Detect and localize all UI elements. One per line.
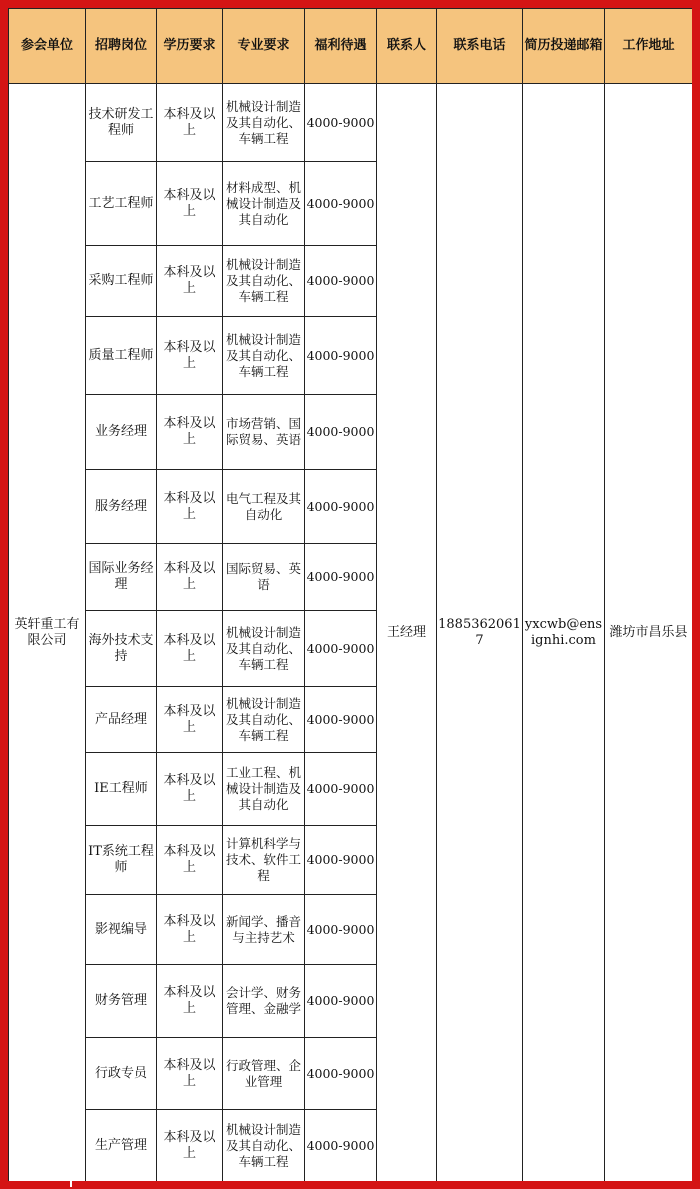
education-cell: 本科及以上	[157, 84, 223, 162]
salary-cell: 4000-9000	[305, 470, 377, 544]
header-major: 专业要求	[223, 9, 305, 84]
salary-cell: 4000-9000	[305, 395, 377, 470]
header-education: 学历要求	[157, 9, 223, 84]
salary-cell: 4000-9000	[305, 317, 377, 395]
major-cell: 计算机科学与技术、软件工程	[223, 826, 305, 895]
education-cell: 本科及以上	[157, 1038, 223, 1110]
position-cell: IE工程师	[86, 753, 157, 826]
company-name: 英轩重工有限公司	[9, 84, 86, 1182]
education-cell: 本科及以上	[157, 246, 223, 317]
major-cell: 机械设计制造及其自动化、车辆工程	[223, 687, 305, 753]
major-cell: 机械设计制造及其自动化、车辆工程	[223, 317, 305, 395]
header-company: 参会单位	[9, 9, 86, 84]
position-cell: 产品经理	[86, 687, 157, 753]
education-cell: 本科及以上	[157, 895, 223, 965]
education-cell: 本科及以上	[157, 395, 223, 470]
salary-cell: 4000-9000	[305, 246, 377, 317]
recruitment-table-frame	[8, 8, 692, 1181]
salary-cell: 4000-9000	[305, 965, 377, 1038]
salary-cell: 4000-9000	[305, 895, 377, 965]
salary-cell: 4000-9000	[305, 611, 377, 687]
salary-cell: 4000-9000	[305, 687, 377, 753]
major-cell: 市场营销、国际贸易、英语	[223, 395, 305, 470]
position-cell: IT系统工程师	[86, 826, 157, 895]
major-cell: 工业工程、机械设计制造及其自动化	[223, 753, 305, 826]
recruitment-table	[8, 8, 692, 1181]
major-cell: 机械设计制造及其自动化、车辆工程	[223, 1110, 305, 1182]
education-cell: 本科及以上	[157, 965, 223, 1038]
salary-cell: 4000-9000	[305, 162, 377, 246]
header-position: 招聘岗位	[86, 9, 157, 84]
salary-cell: 4000-9000	[305, 1110, 377, 1182]
major-cell: 材料成型、机械设计制造及其自动化	[223, 162, 305, 246]
position-cell: 采购工程师	[86, 246, 157, 317]
salary-cell: 4000-9000	[305, 753, 377, 826]
header-phone: 联系电话	[437, 9, 523, 84]
salary-cell: 4000-9000	[305, 544, 377, 611]
major-cell: 新闻学、播音与主持艺术	[223, 895, 305, 965]
education-cell: 本科及以上	[157, 826, 223, 895]
position-cell: 行政专员	[86, 1038, 157, 1110]
position-cell: 海外技术支持	[86, 611, 157, 687]
table-row	[9, 84, 693, 162]
salary-cell: 4000-9000	[305, 826, 377, 895]
header-address: 工作地址	[605, 9, 693, 84]
major-cell: 机械设计制造及其自动化、车辆工程	[223, 611, 305, 687]
position-cell: 国际业务经理	[86, 544, 157, 611]
major-cell: 电气工程及其自动化	[223, 470, 305, 544]
position-cell: 工艺工程师	[86, 162, 157, 246]
header-email: 简历投递邮箱	[523, 9, 605, 84]
education-cell: 本科及以上	[157, 1110, 223, 1182]
major-cell: 行政管理、企业管理	[223, 1038, 305, 1110]
major-cell: 会计学、财务管理、金融学	[223, 965, 305, 1038]
major-cell: 机械设计制造及其自动化、车辆工程	[223, 246, 305, 317]
education-cell: 本科及以上	[157, 544, 223, 611]
table-header-row	[9, 9, 693, 84]
contact-person: 王经理	[377, 84, 437, 1182]
education-cell: 本科及以上	[157, 687, 223, 753]
education-cell: 本科及以上	[157, 162, 223, 246]
header-salary: 福利待遇	[305, 9, 377, 84]
position-cell: 影视编导	[86, 895, 157, 965]
salary-cell: 4000-9000	[305, 1038, 377, 1110]
salary-cell: 4000-9000	[305, 84, 377, 162]
major-cell: 国际贸易、英语	[223, 544, 305, 611]
education-cell: 本科及以上	[157, 753, 223, 826]
resume-email: yxcwb@ensignhi.com	[523, 84, 605, 1182]
work-address: 潍坊市昌乐县	[605, 84, 693, 1182]
contact-phone: 18853620617	[437, 84, 523, 1182]
education-cell: 本科及以上	[157, 317, 223, 395]
position-cell: 生产管理	[86, 1110, 157, 1182]
education-cell: 本科及以上	[157, 611, 223, 687]
position-cell: 业务经理	[86, 395, 157, 470]
position-cell: 财务管理	[86, 965, 157, 1038]
education-cell: 本科及以上	[157, 470, 223, 544]
bottom-tick-mark	[70, 1180, 72, 1187]
header-contact: 联系人	[377, 9, 437, 84]
position-cell: 技术研发工程师	[86, 84, 157, 162]
position-cell: 服务经理	[86, 470, 157, 544]
major-cell: 机械设计制造及其自动化、车辆工程	[223, 84, 305, 162]
position-cell: 质量工程师	[86, 317, 157, 395]
